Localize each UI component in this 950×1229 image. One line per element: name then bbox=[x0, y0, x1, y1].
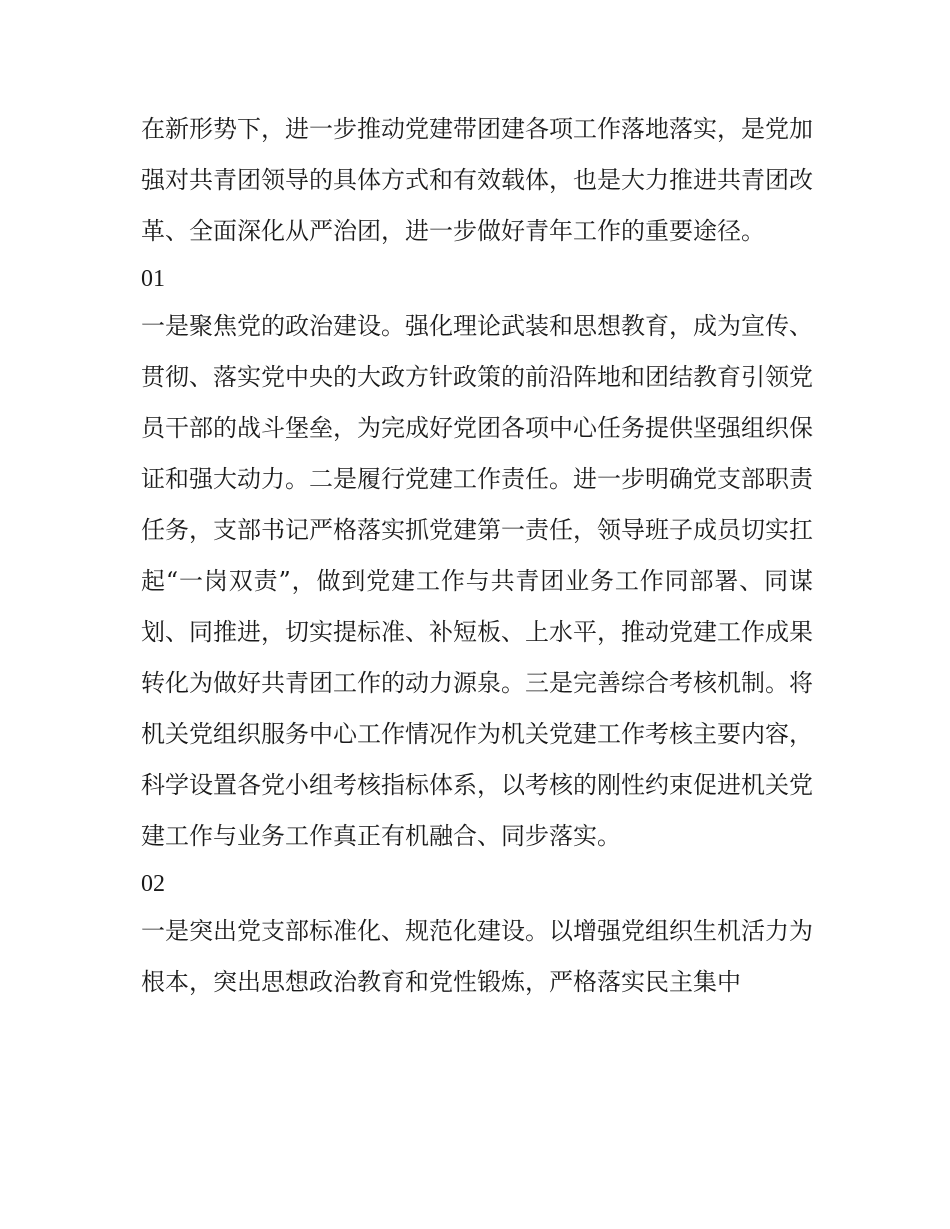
section-01-paragraph: 一是聚焦党的政治建设。强化理论武装和思想教育，成为宣传、贯彻、落实党中央的大政方针政策的前沿阵地和团结教育引领党员干部的战斗堡垒，为完成好党团各项中心任务提供坚强组织保证和强大动力。二是履行党建工作责任。进一步明确党支部职责任务，支部书记严格落实抓党建第一责任，领导班子成员切实扛起“一岗双责”，做到党建工作与共青团业务工作同部署、同谋划、同推进，切实提标准、补短板、上水平，推动党建工作成果转化为做好共青团工作的动力源泉。三是完善综合考核机制。将机关党组织服务中心工作情况作为机关党建工作考核主要内容，科学设置各党小组考核指标体系，以考核的刚性约束促进机关党建工作与业务工作真正有机融合、同步落实。 bbox=[141, 312, 813, 850]
section-02-paragraph: 一是突出党支部标准化、规范化建设。以增强党组织生机活力为根本，突出思想政治教育和党性锻炼，严格落实民主集中 bbox=[141, 917, 813, 996]
section-number-01: 01 bbox=[141, 266, 165, 292]
section-number-02: 02 bbox=[141, 871, 165, 897]
document-body bbox=[141, 104, 813, 1008]
intro-paragraph: 在新形势下，进一步推动党建带团建各项工作落地落实，是党加强对共青团领导的具体方式和有效载体，也是大力推进共青团改革、全面深化从严治团，进一步做好青年工作的重要途径。 bbox=[141, 115, 813, 245]
